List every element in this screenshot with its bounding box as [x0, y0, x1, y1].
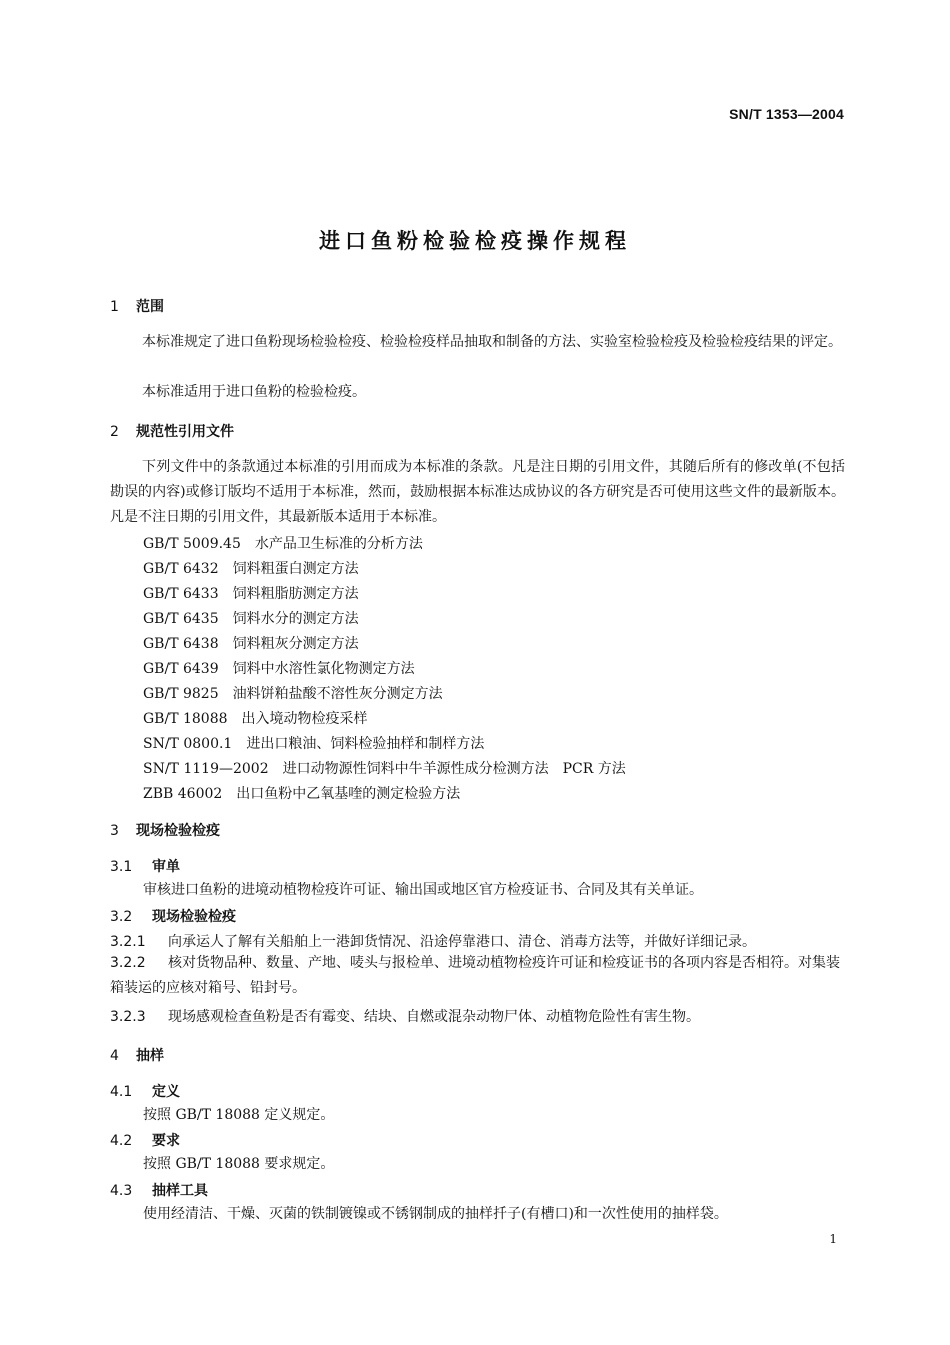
standard-code: SN/T 1353—2004 — [729, 106, 844, 122]
subsection-3-1-heading — [110, 856, 180, 876]
clause-3-2-2 — [110, 951, 845, 1001]
section-1-paragraph-2: 本标准适用于进口鱼粉的检验检疫。 — [142, 384, 366, 400]
section-2-heading — [110, 421, 234, 441]
reference-item — [143, 583, 359, 603]
section-1-paragraph-1: 本标准规定了进口鱼粉现场检验检疫、检验检疫样品抽取和制备的方法、实验室检验检疫及检验检疫结果的评定。 — [142, 334, 842, 350]
section-title: 范围 — [136, 299, 164, 315]
clause-number: 3.2.1 — [110, 934, 146, 950]
reference-item — [143, 633, 359, 653]
subsection-title: 审单 — [152, 859, 180, 875]
reference-name: 水产品卫生标准的分析方法 — [254, 536, 423, 552]
clause-text: 核对货物品种、数量、产地、唛头与报检单、进境动植物检疫许可证和检疫证书的各项内容是否相符。对集装箱装运的应核对箱号、铅封号。 — [110, 955, 840, 996]
section-title: 抽样 — [136, 1048, 164, 1064]
reference-name: 饲料粗蛋白测定方法 — [232, 561, 359, 577]
reference-item — [143, 608, 359, 628]
reference-name: 饲料粗脂肪测定方法 — [232, 586, 359, 602]
clause-3-2-1 — [110, 931, 756, 951]
clause-number: 3.2.2 — [110, 955, 146, 971]
reference-code: GB/T 5009.45 — [143, 536, 241, 552]
subsection-3-2-heading — [110, 906, 236, 926]
reference-name: 油料饼粕盐酸不溶性灰分测定方法 — [232, 686, 443, 702]
clause-3-2-3 — [110, 1006, 700, 1026]
reference-name: 饲料中水溶性氯化物测定方法 — [232, 661, 415, 677]
subsection-4-1-text: 按照 GB/T 18088 定义规定。 — [143, 1107, 335, 1123]
section-1-heading — [110, 296, 164, 316]
subsection-4-3-heading — [110, 1180, 208, 1200]
subsection-number: 3.1 — [110, 859, 133, 875]
subsection-title: 抽样工具 — [152, 1183, 208, 1199]
reference-item — [143, 533, 423, 553]
reference-name: 出入境动物检疫采样 — [241, 711, 368, 727]
reference-code: GB/T 6433 — [143, 586, 219, 602]
page-title: 进口鱼粉检验检疫操作规程 — [319, 229, 631, 253]
section-4-heading — [110, 1045, 164, 1065]
reference-item — [143, 658, 415, 678]
reference-code: GB/T 6435 — [143, 611, 219, 627]
subsection-number: 4.3 — [110, 1183, 133, 1199]
subsection-4-3-text: 使用经清洁、干燥、灭菌的铁制镀镍或不锈钢制成的抽样扦子(有槽口)和一次性使用的抽样袋。 — [143, 1206, 728, 1222]
section-title: 规范性引用文件 — [136, 424, 234, 440]
reference-item — [143, 733, 484, 753]
reference-code: SN/T 0800.1 — [143, 736, 233, 752]
subsection-title: 要求 — [152, 1133, 180, 1149]
reference-item — [143, 758, 626, 778]
subsection-3-1-text: 审核进口鱼粉的进境动植物检疫许可证、输出国或地区官方检疫证书、合同及其有关单证。 — [143, 882, 703, 898]
subsection-4-2-text: 按照 GB/T 18088 要求规定。 — [143, 1156, 335, 1172]
reference-code: ZBB 46002 — [143, 786, 223, 802]
section-number: 2 — [110, 424, 119, 440]
reference-code: GB/T 18088 — [143, 711, 228, 727]
subsection-4-2-heading — [110, 1130, 180, 1150]
section-number: 4 — [110, 1048, 119, 1064]
subsection-title: 现场检验检疫 — [152, 909, 236, 925]
section-number: 1 — [110, 299, 119, 315]
section-3-heading — [110, 820, 220, 840]
reference-name: 饲料水分的测定方法 — [232, 611, 359, 627]
page-number: 1 — [829, 1232, 837, 1246]
clause-text: 向承运人了解有关船舶上一港卸货情况、沿途停靠港口、清仓、消毒方法等，并做好详细记录。 — [168, 934, 756, 950]
reference-name: 进出口粮油、饲料检验抽样和制样方法 — [246, 736, 485, 752]
reference-code: GB/T 6438 — [143, 636, 219, 652]
section-number: 3 — [110, 823, 119, 839]
section-2-paragraph: 下列文件中的条款通过本标准的引用而成为本标准的条款。凡是注日期的引用文件，其随后所有的修改单(不包括勘误的内容)或修订版均不适用于本标准，然而，鼓励根据本标准达成协议的各方研究是否可使用这些文件的最新版本。凡是不注日期的引用文件，其最新版本适用于本标准。 — [110, 459, 845, 525]
reference-code: GB/T 9825 — [143, 686, 219, 702]
subsection-title: 定义 — [152, 1084, 180, 1100]
clause-text: 现场感观检查鱼粉是否有霉变、结块、自燃或混杂动物尸体、动植物危险性有害生物。 — [168, 1009, 700, 1025]
subsection-number: 4.2 — [110, 1133, 133, 1149]
reference-name: 出口鱼粉中乙氧基喹的测定检验方法 — [236, 786, 461, 802]
reference-item — [143, 708, 368, 728]
section-title: 现场检验检疫 — [136, 823, 220, 839]
reference-name: 进口动物源性饲料中牛羊源性成分检测方法 PCR 方法 — [282, 761, 626, 777]
reference-item — [143, 783, 460, 803]
reference-item — [143, 683, 443, 703]
reference-code: SN/T 1119—2002 — [143, 761, 269, 777]
subsection-number: 3.2 — [110, 909, 133, 925]
clause-number: 3.2.3 — [110, 1009, 146, 1025]
reference-code: GB/T 6432 — [143, 561, 219, 577]
reference-name: 饲料粗灰分测定方法 — [232, 636, 359, 652]
reference-item — [143, 558, 359, 578]
subsection-number: 4.1 — [110, 1084, 133, 1100]
reference-code: GB/T 6439 — [143, 661, 219, 677]
subsection-4-1-heading — [110, 1081, 180, 1101]
